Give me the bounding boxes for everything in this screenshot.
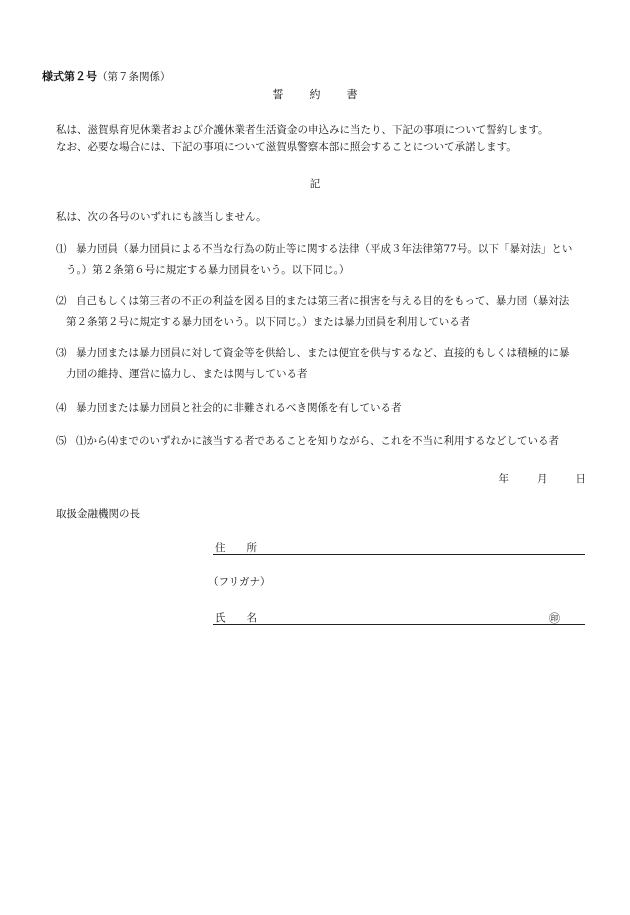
ki-heading: 記 bbox=[309, 178, 321, 190]
list-item bbox=[56, 398, 590, 419]
form-reference: （第７条関係） bbox=[97, 71, 171, 83]
address-label: 住 所 bbox=[215, 542, 257, 554]
item-text-line-2: う。）第２条第６号に規定する暴力団員をいう。以下同じ。） bbox=[66, 264, 350, 276]
date-month: 月 bbox=[537, 473, 548, 485]
list-item bbox=[56, 291, 590, 333]
item-number: ⑴ bbox=[56, 243, 67, 255]
title-char: 約 bbox=[309, 88, 321, 101]
intro-line-1: 私は、滋賀県育児休業者および介護休業者生活資金の申込みに当たり、下記の事項について誓約します。 bbox=[56, 124, 549, 136]
item-text-line-2: 力団の維持、運営に協力し、または関与している者 bbox=[66, 368, 308, 380]
item-text-line-2: 第２条第２号に規定する暴力団をいう。以下同じ。）または暴力団員を利用している者 bbox=[66, 316, 471, 328]
furigana-label: （フリガナ） bbox=[208, 576, 271, 588]
name-label: 氏 名 bbox=[215, 612, 257, 624]
date-line bbox=[471, 474, 587, 485]
document-title bbox=[200, 89, 430, 100]
list-item bbox=[56, 343, 590, 385]
item-number: ⑸ bbox=[56, 435, 67, 447]
seal-mark-icon: ㊞ bbox=[549, 612, 560, 625]
title-char: 書 bbox=[346, 88, 358, 101]
statement-text: 私は、次の各号のいずれにも該当しません。 bbox=[56, 211, 267, 223]
address-field-line[interactable] bbox=[213, 554, 585, 555]
addressee: 取扱金融機関の長 bbox=[56, 508, 140, 520]
date-year: 年 bbox=[498, 473, 509, 485]
item-number: ⑶ bbox=[56, 347, 67, 359]
form-number bbox=[42, 71, 171, 83]
item-text-line-1: 自己もしくは第三者の不正の利益を図る目的または第三者に損害を与える目的をもって、暴力団（暴対法 bbox=[76, 295, 570, 307]
intro-line-2: なお、必要な場合には、下記の事項について滋賀県警察本部に照会することについて承諾します。 bbox=[56, 141, 517, 153]
item-number: ⑵ bbox=[56, 295, 67, 307]
item-text-line-1: ⑴から⑷までのいずれかに該当する者であることを知りながら、これを不当に利用するなどしている者 bbox=[76, 435, 559, 447]
list-item bbox=[56, 239, 590, 281]
title-char: 誓 bbox=[272, 88, 284, 101]
name-field-line[interactable] bbox=[213, 624, 585, 625]
item-number: ⑷ bbox=[56, 402, 67, 414]
list-item bbox=[56, 431, 590, 452]
item-text-line-1: 暴力団または暴力団員に対して資金等を供給し、または便宜を供与するなど、直接的もしくは積極的に暴 bbox=[76, 347, 570, 359]
item-text-line-1: 暴力団または暴力団員と社会的に非難されるべき関係を有している者 bbox=[76, 402, 402, 414]
date-day: 日 bbox=[575, 473, 586, 485]
form-number-label: 様式第２号 bbox=[42, 70, 97, 83]
item-text-line-1: 暴力団員（暴力団員による不当な行為の防止等に関する法律（平成３年法律第77号。以下「暴対法」とい bbox=[76, 243, 573, 255]
